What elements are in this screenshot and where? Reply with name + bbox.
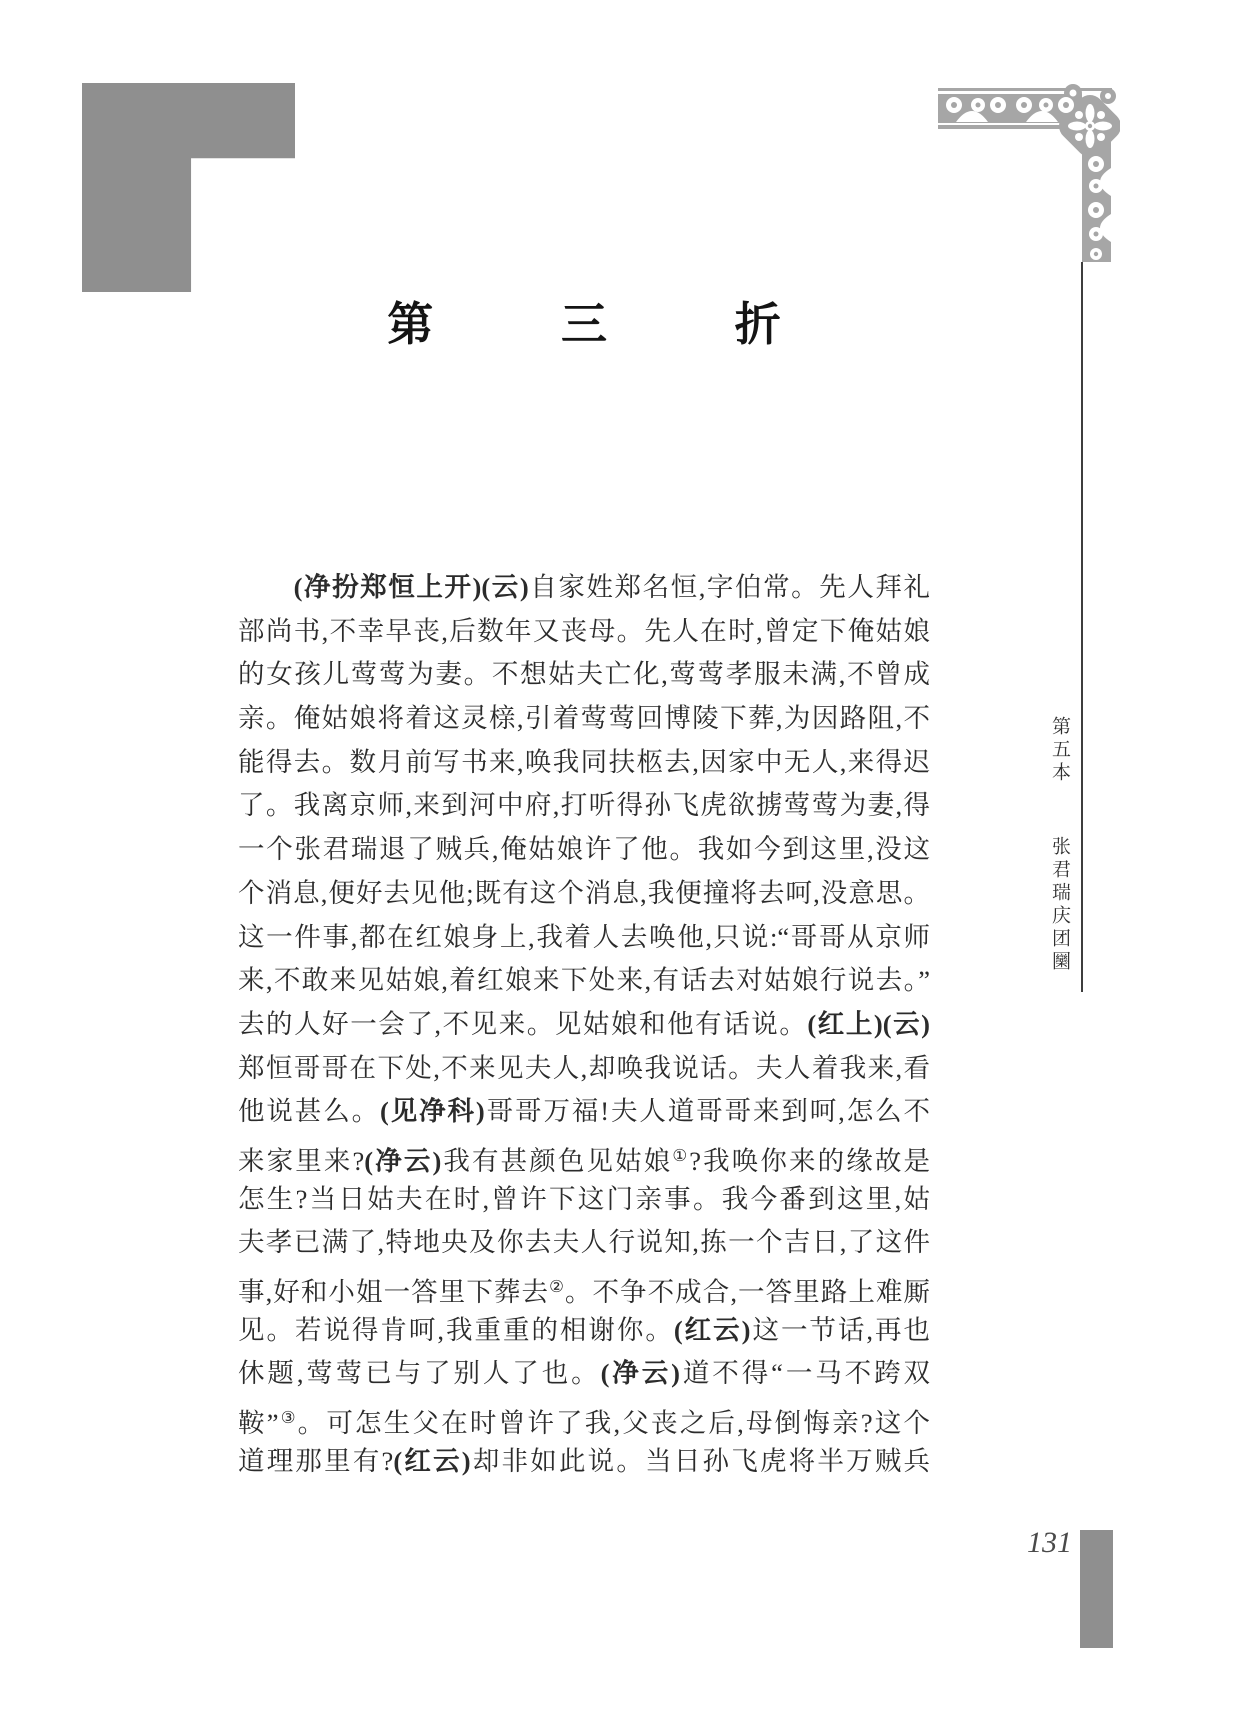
text-line <box>238 916 930 960</box>
text-line <box>238 1090 930 1134</box>
footnote-marker: ② <box>549 1277 565 1296</box>
stage-direction: (净云) <box>364 1145 442 1176</box>
text-segment: 夫孝已满了,特地央及你去夫人行说知,拣一个吉日,了这件 <box>238 1227 930 1258</box>
text-line <box>238 784 930 828</box>
text-segment: 他说甚么。 <box>238 1096 380 1127</box>
text-segment: 却非如此说。当日孙飞虎将半万贼兵 <box>470 1445 931 1476</box>
text-line <box>238 872 930 916</box>
text-line <box>238 566 930 610</box>
text-line <box>238 610 930 654</box>
text-segment: 来,不敢来见姑娘,着红娘来下处来,有话去对姑娘行说去。” <box>238 965 930 996</box>
text-segment: 郑恒哥哥在下处,不来见夫人,却唤我说话。夫人着我来,看 <box>238 1052 930 1083</box>
decor-block-bottom-right <box>1080 1530 1113 1648</box>
stage-direction: (净云) <box>600 1358 680 1389</box>
text-segment: 自家姓郑名恒,字伯常。先人拜礼 <box>528 572 930 602</box>
text-line <box>238 1134 930 1178</box>
text-segment: ?我唤你来的缘故是 <box>689 1145 931 1176</box>
corner-ornament <box>936 82 1120 268</box>
text-segment: 哥哥万福!夫人道哥哥来到呵,怎么不 <box>484 1096 930 1127</box>
text-line <box>238 828 930 872</box>
text-line <box>238 1178 930 1222</box>
text-segment: 怎生?当日姑夫在时,曾许下这门亲事。我今番到这里,姑 <box>238 1183 930 1214</box>
text-line <box>238 1396 930 1440</box>
decor-block-top-left <box>82 83 295 292</box>
text-line <box>238 653 930 697</box>
text-line <box>238 1003 930 1047</box>
text-line <box>238 1047 930 1091</box>
text-segment: 能得去。数月前写书来,唤我同扶柩去,因家中无人,来得迟 <box>238 746 930 777</box>
text-line <box>238 1309 930 1353</box>
text-segment: 鞍” <box>238 1408 279 1439</box>
text-segment: 一个张君瑞退了贼兵,俺姑娘许了他。我如今到这里,没这 <box>238 834 930 865</box>
chapter-title: 第 三 折 <box>387 298 839 350</box>
text-line <box>238 1352 930 1396</box>
text-segment: 亲。俺姑娘将着这灵榇,引着莺莺回博陵下葬,为因路阻,不 <box>238 703 930 734</box>
text-segment: 这一节话,再也 <box>750 1314 930 1345</box>
text-line <box>238 697 930 741</box>
body-text <box>238 566 930 1483</box>
footnote-marker: ③ <box>278 1408 298 1428</box>
text-line <box>238 1440 930 1484</box>
stage-direction: (见净科) <box>380 1096 485 1127</box>
side-vertical-rule <box>1081 262 1083 992</box>
text-segment: 休题,莺莺已与了别人了也。 <box>238 1358 601 1389</box>
text-segment: 。可怎生父在时曾许了我,父丧之后,母倒悔亲?这个 <box>297 1408 931 1439</box>
text-segment: 。不争不成合,一答里路上难厮 <box>564 1277 931 1308</box>
footnote-marker: ① <box>672 1145 690 1165</box>
text-segment: 去的人好一会了,不见来。见姑娘和他有话说。 <box>238 1008 808 1039</box>
text-segment: 我有甚颜色见姑娘 <box>441 1145 673 1176</box>
stage-direction: (红云) <box>673 1314 751 1345</box>
stage-direction: (红上)(云) <box>807 1008 930 1039</box>
stage-direction: (红云) <box>393 1445 471 1476</box>
text-segment: 的女孩儿莺莺为妻。不想姑夫亡化,莺莺孝服未满,不曾成 <box>238 659 930 690</box>
text-segment: 道理那里有? <box>238 1445 394 1476</box>
text-segment: 道不得“一马不跨双 <box>679 1358 930 1389</box>
text-segment: 事,好和小姐一答里下葬去 <box>238 1277 550 1308</box>
side-caption-book: 第五本 <box>1049 716 1070 785</box>
text-segment: 这一件事,都在红娘身上,我着人去唤他,只说:“哥哥从京师 <box>238 921 930 952</box>
text-segment: 来家里来? <box>238 1145 365 1176</box>
text-line <box>238 959 930 1003</box>
text-segment: 个消息,便好去见他;既有这个消息,我便撞将去呵,没意思。 <box>238 877 930 908</box>
text-segment: 见。若说得肯呵,我重重的相谢你。 <box>238 1314 674 1345</box>
side-caption <box>1046 716 1073 1276</box>
text-segment: 部尚书,不幸早丧,后数年又丧母。先人在时,曾定下俺姑娘 <box>238 615 930 646</box>
side-caption-play: 张君瑞庆团圞 <box>1049 836 1070 974</box>
text-segment: 了。我离京师,来到河中府,打听得孙飞虎欲掳莺莺为妻,得 <box>238 790 930 821</box>
text-line <box>238 741 930 785</box>
text-line <box>238 1265 930 1309</box>
text-line <box>238 1221 930 1265</box>
stage-direction: (净扮郑恒上开)(云) <box>293 572 529 602</box>
page-number: 131 <box>1027 1526 1072 1559</box>
corner-ornament-graphic <box>936 82 1120 268</box>
